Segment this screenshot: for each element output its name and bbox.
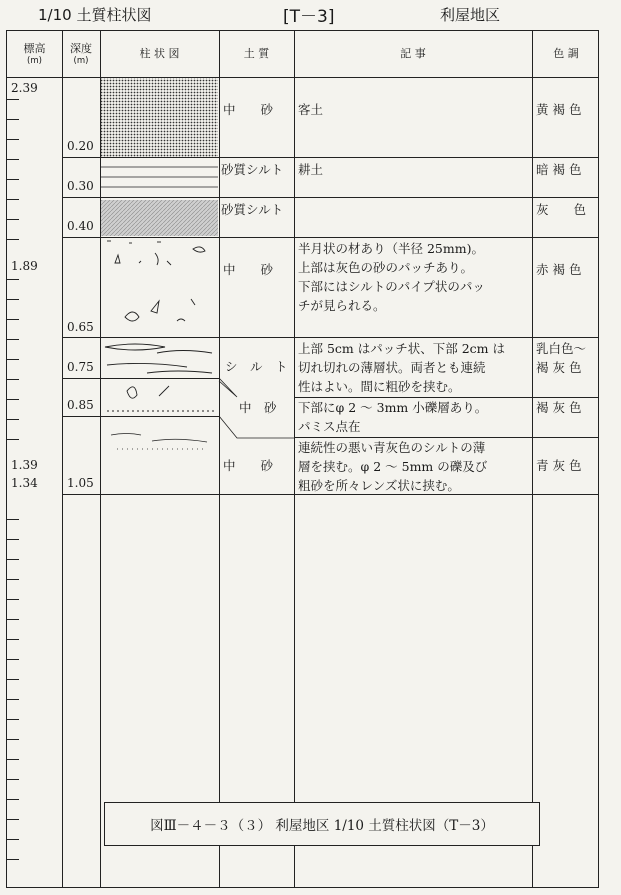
layer-color: 赤 褐 色 [536,262,582,277]
soil-type: シ ル ト [225,359,288,374]
soil-type: 砂質シルト [221,162,284,177]
area-title: 利屋地区 [440,6,501,24]
layer-color: 黄 褐 色 [536,102,582,117]
layer-notes: 下部にφ 2 ～ 3mm 小礫層あり。 パミス点在 [298,400,488,434]
layer-notes: 半月状の材あり（半径 25mm)。 上部は灰色の砂のパッチあり。 下部にはシルトのパイプ状のパッ チが見られる。 [298,241,485,313]
elevation-label: 1.34 [11,476,38,490]
soil-type: 中 砂 [223,262,274,277]
layer-color: 青 灰 色 [536,458,582,473]
boring-log-table [6,30,599,888]
soil-type: 中 砂 [239,400,277,415]
pattern-silty-sand [101,200,218,236]
depth-label: 0.75 [67,360,94,374]
soil-type: 中 砂 [223,458,274,473]
layer-notes: 上部 5cm はパッチ状、下部 2cm は 切れ切れの薄層状。両者とも連続 性はよい。間に粗砂を挟む。 [298,341,506,394]
code-title: [T－3] [283,7,335,27]
pattern-reddish-sand [107,241,205,321]
elevation-label: 1.89 [11,259,38,273]
pattern-plow-soil [101,167,218,187]
depth-label: 0.30 [67,179,94,193]
layer-notes: 耕土 [298,162,324,177]
pattern-blue-gray-sand [111,434,207,450]
depth-label: 0.40 [67,219,94,233]
header-depth: 深度 (m) [70,41,92,66]
header-soil: 土 質 [243,47,270,61]
header-column: 柱 状 図 [139,47,180,61]
scale-title: 1/10 土質柱状図 [38,6,152,24]
header-elevation: 標高 (m) [23,41,46,66]
figure-caption: 図Ⅲ－４－３（３） 利屋地区 1/10 土質柱状図（T－3） [104,802,540,846]
layer-notes: 連続性の悪い青灰色のシルトの薄 層を挟む。φ 2 ～ 5mm の礫及び 粗砂を所々レンズ状に挟む。 [298,440,488,493]
elevation-label: 2.39 [11,81,38,95]
depth-label: 0.85 [67,398,94,412]
layer-color: 灰 色 [536,202,587,217]
pattern-medium-sand-fill [101,78,218,157]
header-color: 色 調 [553,47,579,61]
soil-type: 砂質シルト [221,202,284,217]
pattern-silt-lenses [105,344,212,373]
layer-color: 暗 褐 色 [536,162,582,177]
depth-label: 0.20 [67,139,94,153]
header-notes: 記 事 [400,47,426,61]
layer-color: 乳白色～ 褐 灰 色 [536,341,587,375]
depth-label: 0.65 [67,320,94,334]
layer-notes: 客土 [298,102,324,117]
layer-color: 褐 灰 色 [536,400,582,415]
soil-type: 中 砂 [223,102,274,117]
elevation-label: 1.39 [11,458,38,472]
depth-label: 1.05 [67,476,94,490]
pattern-medium-sand-gravel [107,386,215,411]
